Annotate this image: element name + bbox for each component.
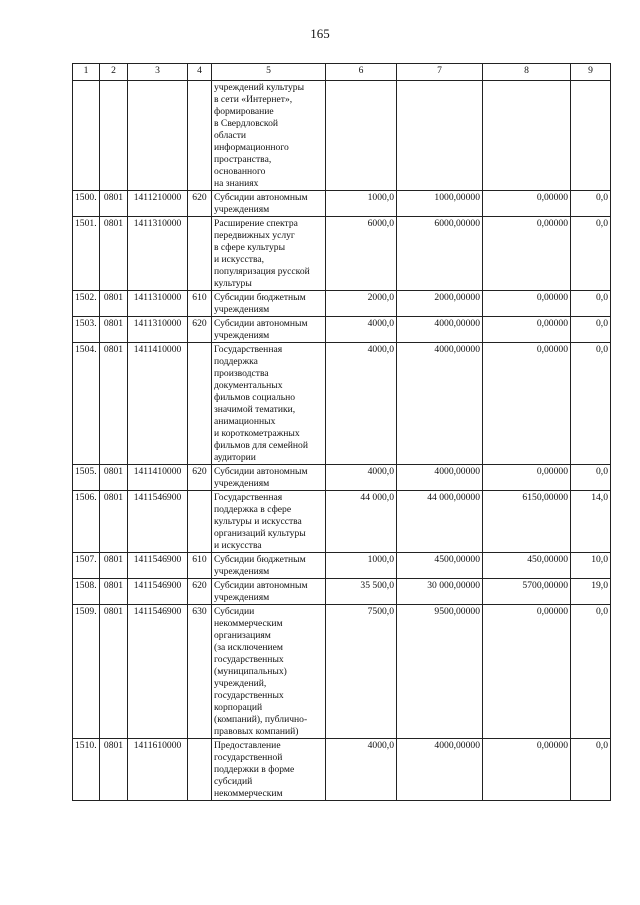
expense-type-code bbox=[188, 81, 212, 191]
table-row bbox=[73, 343, 611, 465]
column-header-6: 6 bbox=[326, 64, 397, 81]
percent-cell: 0,0 bbox=[571, 343, 611, 465]
table-row bbox=[73, 291, 611, 317]
percent-cell bbox=[571, 81, 611, 191]
item-name: Субсидии некоммерческим организациям (за исключением государственных (муниципальных) учреждений, государственных корпораций (компаний), публично- правовых компаний) bbox=[212, 605, 326, 739]
amount-cell: 4000,0 bbox=[326, 465, 397, 491]
amount-cell: 6000,00000 bbox=[397, 217, 483, 291]
expense-type-code bbox=[188, 217, 212, 291]
amount-cell: 7500,0 bbox=[326, 605, 397, 739]
item-name: Расширение спектра передвижных услуг в сфере культуры и искусства, популяризация русской культуры bbox=[212, 217, 326, 291]
target-item-code: 1411310000 bbox=[128, 317, 188, 343]
percent-cell: 0,0 bbox=[571, 217, 611, 291]
row-number: 1510. bbox=[73, 739, 100, 801]
row-number bbox=[73, 81, 100, 191]
section-code: 0801 bbox=[100, 491, 128, 553]
amount-cell: 6150,00000 bbox=[483, 491, 571, 553]
row-number: 1507. bbox=[73, 553, 100, 579]
table-row bbox=[73, 579, 611, 605]
amount-cell: 2000,00000 bbox=[397, 291, 483, 317]
table-header-row bbox=[73, 64, 611, 81]
amount-cell: 2000,0 bbox=[326, 291, 397, 317]
table-row bbox=[73, 217, 611, 291]
column-header-9: 9 bbox=[571, 64, 611, 81]
section-code: 0801 bbox=[100, 605, 128, 739]
percent-cell: 0,0 bbox=[571, 191, 611, 217]
amount-cell bbox=[397, 81, 483, 191]
percent-cell: 0,0 bbox=[571, 291, 611, 317]
row-number: 1503. bbox=[73, 317, 100, 343]
amount-cell: 0,00000 bbox=[483, 465, 571, 491]
column-header-1: 1 bbox=[73, 64, 100, 81]
target-item-code: 1411410000 bbox=[128, 465, 188, 491]
amount-cell: 0,00000 bbox=[483, 317, 571, 343]
item-name: Субсидии автономным учреждениям bbox=[212, 465, 326, 491]
percent-cell: 0,0 bbox=[571, 317, 611, 343]
target-item-code: 1411310000 bbox=[128, 291, 188, 317]
amount-cell: 0,00000 bbox=[483, 343, 571, 465]
amount-cell: 4000,00000 bbox=[397, 317, 483, 343]
expense-type-code: 620 bbox=[188, 465, 212, 491]
target-item-code: 1411546900 bbox=[128, 605, 188, 739]
row-number: 1502. bbox=[73, 291, 100, 317]
page-number: 165 bbox=[310, 26, 330, 41]
amount-cell: 0,00000 bbox=[483, 191, 571, 217]
table-row bbox=[73, 553, 611, 579]
expense-type-code: 610 bbox=[188, 553, 212, 579]
amount-cell: 4000,0 bbox=[326, 317, 397, 343]
amount-cell: 0,00000 bbox=[483, 217, 571, 291]
target-item-code: 1411546900 bbox=[128, 491, 188, 553]
amount-cell: 1000,0 bbox=[326, 191, 397, 217]
amount-cell: 4500,00000 bbox=[397, 553, 483, 579]
amount-cell bbox=[326, 81, 397, 191]
expense-type-code: 620 bbox=[188, 579, 212, 605]
amount-cell: 35 500,0 bbox=[326, 579, 397, 605]
column-header-5: 5 bbox=[212, 64, 326, 81]
amount-cell: 450,00000 bbox=[483, 553, 571, 579]
percent-cell: 0,0 bbox=[571, 465, 611, 491]
section-code: 0801 bbox=[100, 317, 128, 343]
table-row bbox=[73, 605, 611, 739]
item-name: Субсидии автономным учреждениям bbox=[212, 191, 326, 217]
target-item-code: 1411210000 bbox=[128, 191, 188, 217]
item-name: Государственная поддержка производства документальных фильмов социально значимой тематики, анимационных и короткометражных фильмов для семейной аудитории bbox=[212, 343, 326, 465]
expense-type-code bbox=[188, 491, 212, 553]
table-row bbox=[73, 465, 611, 491]
amount-cell: 0,00000 bbox=[483, 291, 571, 317]
row-number: 1501. bbox=[73, 217, 100, 291]
section-code: 0801 bbox=[100, 191, 128, 217]
section-code: 0801 bbox=[100, 465, 128, 491]
row-number: 1509. bbox=[73, 605, 100, 739]
expense-type-code bbox=[188, 739, 212, 801]
amount-cell: 1000,0 bbox=[326, 553, 397, 579]
target-item-code: 1411610000 bbox=[128, 739, 188, 801]
item-name: Субсидии автономным учреждениям bbox=[212, 317, 326, 343]
percent-cell: 10,0 bbox=[571, 553, 611, 579]
row-number: 1500. bbox=[73, 191, 100, 217]
row-number: 1506. bbox=[73, 491, 100, 553]
amount-cell: 4000,00000 bbox=[397, 465, 483, 491]
section-code: 0801 bbox=[100, 291, 128, 317]
table-row bbox=[73, 191, 611, 217]
section-code: 0801 bbox=[100, 343, 128, 465]
section-code: 0801 bbox=[100, 217, 128, 291]
section-code bbox=[100, 81, 128, 191]
amount-cell: 5700,00000 bbox=[483, 579, 571, 605]
target-item-code: 1411310000 bbox=[128, 217, 188, 291]
amount-cell: 4000,00000 bbox=[397, 343, 483, 465]
amount-cell: 4000,0 bbox=[326, 739, 397, 801]
expense-type-code bbox=[188, 343, 212, 465]
budget-table bbox=[72, 63, 611, 801]
amount-cell: 6000,0 bbox=[326, 217, 397, 291]
table-row bbox=[73, 739, 611, 801]
row-number: 1505. bbox=[73, 465, 100, 491]
target-item-code: 1411546900 bbox=[128, 579, 188, 605]
amount-cell: 44 000,00000 bbox=[397, 491, 483, 553]
column-header-2: 2 bbox=[100, 64, 128, 81]
expense-type-code: 630 bbox=[188, 605, 212, 739]
amount-cell: 0,00000 bbox=[483, 739, 571, 801]
column-header-8: 8 bbox=[483, 64, 571, 81]
amount-cell: 44 000,0 bbox=[326, 491, 397, 553]
amount-cell: 0,00000 bbox=[483, 605, 571, 739]
amount-cell: 4000,0 bbox=[326, 343, 397, 465]
column-header-4: 4 bbox=[188, 64, 212, 81]
expense-type-code: 610 bbox=[188, 291, 212, 317]
row-number: 1504. bbox=[73, 343, 100, 465]
amount-cell: 4000,00000 bbox=[397, 739, 483, 801]
amount-cell: 9500,00000 bbox=[397, 605, 483, 739]
target-item-code: 1411546900 bbox=[128, 553, 188, 579]
item-name: Предоставление государственной поддержки в форме субсидий некоммерческим bbox=[212, 739, 326, 801]
item-name: Субсидии бюджетным учреждениям bbox=[212, 291, 326, 317]
table-row bbox=[73, 81, 611, 191]
column-header-7: 7 bbox=[397, 64, 483, 81]
section-code: 0801 bbox=[100, 553, 128, 579]
amount-cell: 1000,00000 bbox=[397, 191, 483, 217]
percent-cell: 19,0 bbox=[571, 579, 611, 605]
expense-type-code: 620 bbox=[188, 317, 212, 343]
target-item-code: 1411410000 bbox=[128, 343, 188, 465]
section-code: 0801 bbox=[100, 739, 128, 801]
percent-cell: 0,0 bbox=[571, 739, 611, 801]
expense-type-code: 620 bbox=[188, 191, 212, 217]
table-row bbox=[73, 491, 611, 553]
item-name: Государственная поддержка в сфере культуры и искусства организаций культуры и искусства bbox=[212, 491, 326, 553]
target-item-code bbox=[128, 81, 188, 191]
item-name: учреждений культуры в сети «Интернет», формирование в Свердловской области информационного пространства, основанного на знаниях bbox=[212, 81, 326, 191]
item-name: Субсидии автономным учреждениям bbox=[212, 579, 326, 605]
amount-cell bbox=[483, 81, 571, 191]
table-row bbox=[73, 317, 611, 343]
row-number: 1508. bbox=[73, 579, 100, 605]
section-code: 0801 bbox=[100, 579, 128, 605]
amount-cell: 30 000,00000 bbox=[397, 579, 483, 605]
percent-cell: 0,0 bbox=[571, 605, 611, 739]
column-header-3: 3 bbox=[128, 64, 188, 81]
item-name: Субсидии бюджетным учреждениям bbox=[212, 553, 326, 579]
percent-cell: 14,0 bbox=[571, 491, 611, 553]
